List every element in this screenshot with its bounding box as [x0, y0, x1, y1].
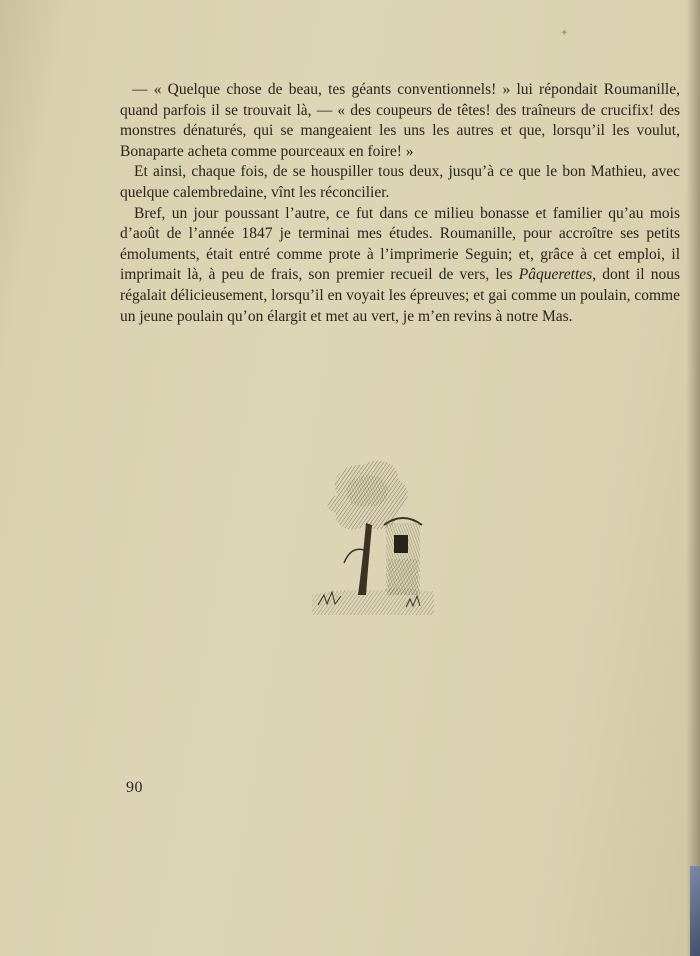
- book-title-paquerettes: Pâquerettes: [518, 266, 593, 284]
- book-cover-edge: [690, 866, 700, 956]
- body-text: [120, 80, 680, 327]
- paragraph-3-text-a: Bref, un jour poussant l’autre, ce fut dans ce milieu bonasse et familier qu’au mois d’août de l’année 1847 je terminai mes études. Roumanille, pour accroître ses petits émoluments, était entré comme prote à l’imprimerie Seguin; et, grâce à cet emploi, il imprimait là, à peu de frais, son premier recueil de vers, les: [120, 204, 680, 284]
- paragraph-1: — « Quelque chose de beau, tes géants conventionnels! » lui répondait Roumanille, quand parfois il se trouvait là, — « des coupeurs de têtes! des traîneurs de crucifix! des monstres dénaturés, qui se mangeaient les uns les autres et que, lorsqu’il les voulut, Bonaparte acheta comme pourceaux en foire! »: [120, 81, 680, 160]
- page-number: 90: [126, 779, 143, 796]
- tree-and-well-engraving-icon: [308, 455, 436, 617]
- paragraph-2: Et ainsi, chaque fois, de se houspiller tous deux, jusqu’à ce que le bon Mathieu, avec quelque calembredaine, vînt les réconcilier.: [120, 163, 680, 201]
- paper-stain: ✦: [560, 28, 569, 39]
- paragraph-3: [120, 204, 680, 328]
- page-gutter-shadow: [686, 0, 700, 956]
- paragraph-3-text-b: , dont il nous régalait délicieusement, lorsqu’il en voyait les épreuves; et gai comme un poulain, comme un jeune poulain qu’on élargit et met au vert, je m’en revins à notre Mas.: [120, 266, 680, 325]
